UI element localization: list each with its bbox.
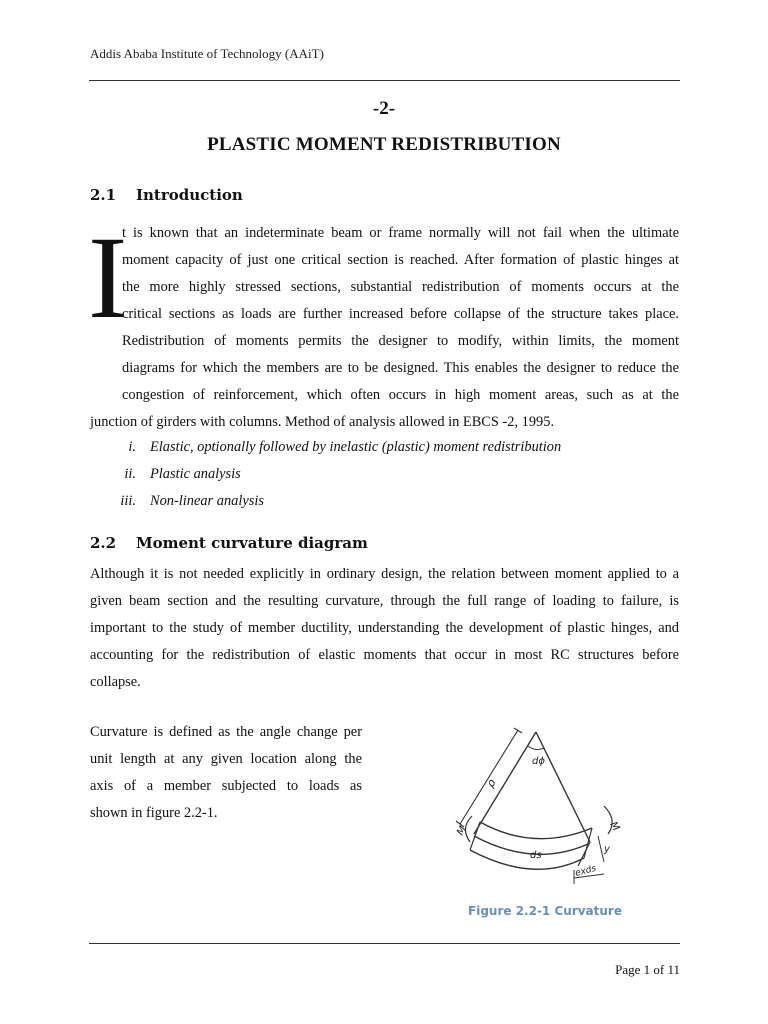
body-line: accounting for the redistribution of elastic moments that occur in most RC structures before [90,647,679,663]
body-line: Although it is not needed explicitly in ordinary design, the relation between moment applied to a [90,566,679,582]
list-item: iii. Non-linear analysis [120,493,264,509]
section-number: 2.2 [90,534,117,552]
intro-line: the more highly stressed sections, substantial redistribution of moments occurs at the [122,279,679,295]
list-item: ii. Plastic analysis [124,466,241,482]
moment-label-right: M [607,820,622,833]
header-institution: Addis Ababa Institute of Technology (AAiT) [90,46,324,61]
footer-rule [89,943,680,944]
moment-label-left: M [455,824,469,838]
curvature-line: shown in figure 2.2-1. [90,805,218,821]
intro-line: t is known that an indeterminate beam or frame normally will not fail when the ultimate [122,225,679,241]
section-title: Introduction [136,186,243,204]
curvature-line: Curvature is defined as the angle change per [90,724,362,740]
intro-line: diagrams for which the members are to be designed. This enables the designer to reduce the [122,360,679,376]
page-number: Page 1 of 11 [615,962,680,977]
curvature-line: axis of a member subjected to loads as [90,778,362,794]
rho-label: ρ [483,776,499,790]
curvature-figure [452,724,632,894]
intro-line: congestion of reinforcement, which often occurs in high moment areas, such as at the [122,387,679,403]
body-line: collapse. [90,674,141,690]
curvature-line: unit length at any given location along the [90,751,362,767]
list-item: i. Elastic, optionally followed by inelastic (plastic) moment redistribution [128,439,562,455]
beam-left-end [470,822,480,850]
body-line: given beam section and the resulting curvature, through the full range of loading to failure, is [90,593,679,609]
figure-caption: Figure 2.2-1 Curvature [468,904,622,918]
beam-top-arc [480,822,592,839]
drop-cap: I [88,212,128,343]
dphi-label: dϕ [532,756,545,767]
section-heading-2-2 [90,534,368,552]
intro-line: Redistribution of moments permits the designer to modify, within limits, the moment [122,333,679,349]
y-label: y [604,844,610,855]
chapter-number: -2- [372,98,396,119]
section-title: Moment curvature diagram [136,534,368,552]
intro-line: critical sections as loads are further increased before collapse of the structure takes place. [122,306,679,322]
chapter-title: PLASTIC MOMENT REDISTRIBUTION [207,134,561,155]
section-number: 2.1 [90,186,117,204]
rho-tick-top [514,728,522,733]
ds-label: ds [530,850,542,861]
exds-label: exds [574,863,598,879]
dphi-arc [528,746,544,750]
body-line: important to the study of member ductility, understanding the development of plastic hinges, and [90,620,679,636]
section-heading-2-1 [90,186,243,204]
header-rule [89,80,680,81]
intro-line: moment capacity of just one critical section is reached. After formation of plastic hinges at [122,252,679,268]
intro-line: junction of girders with columns. Method of analysis allowed in EBCS -2, 1995. [90,414,555,430]
